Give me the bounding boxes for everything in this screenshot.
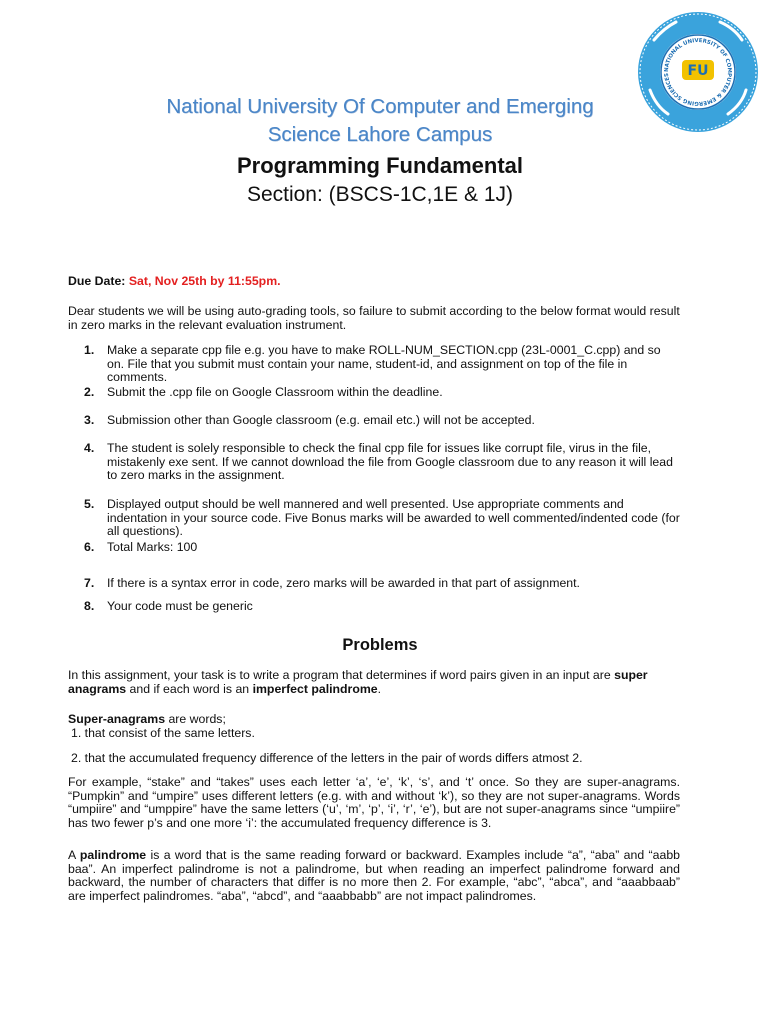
instruction-number: 4.: [84, 441, 95, 455]
instruction-text: Submit the .cpp file on Google Classroom within the deadline.: [107, 385, 443, 399]
instruction-text: The student is solely responsible to check the final cpp file for issues like corrupt file, virus in the file, mistakenly exe sent. If we cannot download the file from Google classroom due to any reason it will lead to zero marks in the assignment.: [107, 441, 673, 482]
due-date-label: Due Date:: [68, 274, 126, 288]
instruction-text: If there is a syntax error in code, zero marks will be awarded in that part of assignment.: [107, 576, 580, 590]
palindrome-text-pre: A: [68, 848, 80, 862]
due-date: [68, 275, 680, 289]
instruction-number: 8.: [84, 599, 95, 613]
task-term-super-anagrams: super anagrams: [68, 668, 648, 696]
intro-paragraph: Dear students we will be using auto-grading tools, so failure to submit according to the below format would result in zero marks in the relevant evaluation instrument.: [68, 304, 680, 332]
task-text-end: .: [377, 681, 382, 696]
instruction-text: Submission other than Google classroom (e.g. email etc.) will not be accepted.: [107, 413, 535, 427]
instruction-text: Your code must be generic: [107, 599, 253, 613]
problems-heading: Problems: [342, 636, 418, 654]
due-date-value: Sat, Nov 25th by 11:55pm.: [128, 274, 281, 288]
task-paragraph: [68, 669, 680, 696]
instruction-number: 7.: [84, 576, 95, 590]
task-term-imperfect-palindrome: imperfect palindrome: [252, 681, 378, 696]
instruction-number: 6.: [84, 540, 95, 554]
instruction-text: Total Marks: 100: [107, 540, 198, 554]
instruction-number: 2.: [84, 385, 95, 399]
palindrome-term: palindrome: [79, 848, 147, 862]
super-anagram-intro: are words;: [165, 712, 226, 726]
instruction-number: 3.: [84, 413, 95, 427]
super-anagram-point: 2. that the accumulated frequency difference of the letters in the pair of words differs atmost 2.: [71, 751, 583, 765]
super-anagram-point: 1. that consist of the same letters.: [71, 726, 255, 740]
instruction-number: 1.: [84, 343, 95, 357]
instruction-text: Displayed output should be well mannered and well presented. Use appropriate comments and indentation in your source code. Five Bonus marks will be awarded to well commented/indented code (for all questions).: [107, 497, 680, 538]
university-name-line1: National University Of Computer and Emerging: [166, 95, 594, 118]
super-anagram-term: Super-anagrams: [68, 712, 166, 726]
svg-text:NATIONAL UNIVERSITY OF COMPUTE: NATIONAL UNIVERSITY OF COMPUTER & EMERGING SCIENCES: [663, 37, 733, 107]
instruction-text: Make a separate cpp file e.g. you have to make ROLL-NUM_SECTION.cpp (23L-0001_C.cpp) and so on. File that you submit must contain your name, student-id, and assignment on top of the file in comments.: [107, 343, 661, 384]
course-title: Programming Fundamental: [236, 153, 524, 178]
task-text: In this assignment, your task is to write a program that determines if word pairs given in an input are: [68, 668, 615, 682]
section-title: Section: (BSCS-1C,1E & 1J): [246, 183, 514, 206]
palindrome-text: is a word that is the same reading forward or backward. Examples include “a”, “aba” and “aabb baa”. An imperfect palindrome is not a palindrome, but when reading an imperfect palindrome forward and backward, the number of characters that differ is no more then 2. For example, “abc”, “abca”, and “aaabbaab” are imperfect palindromes. “aba”, “abcd”, and “aaabbabb” are not impact palindromes.: [68, 848, 680, 903]
example-paragraph: For example, “stake” and “takes” uses each letter ‘a’, ‘e’, ‘k’, ‘s’, and ‘t’ once. So they are super-anagrams. “Pumpkin” and “umpire” uses different letters (e.g. with and without ‘k’), so they are not super-anagrams. Words “umpiire” and “umppire” have the same letters (‘u’, ‘m’, ‘p’, ‘i’, ‘r’, ‘e’), but are not super-anagrams since “umpiire” has two fewer p’s and one more ‘i’: the accumulated frequency difference is 3.: [68, 775, 680, 830]
super-anagram-definition: [68, 713, 680, 727]
palindrome-paragraph: [68, 849, 680, 903]
task-text-mid: and if each word is an: [126, 681, 253, 696]
svg-text:FU: FU: [687, 63, 709, 79]
instruction-number: 5.: [84, 497, 95, 511]
university-name-line2: Science Lahore Campus: [267, 123, 493, 146]
